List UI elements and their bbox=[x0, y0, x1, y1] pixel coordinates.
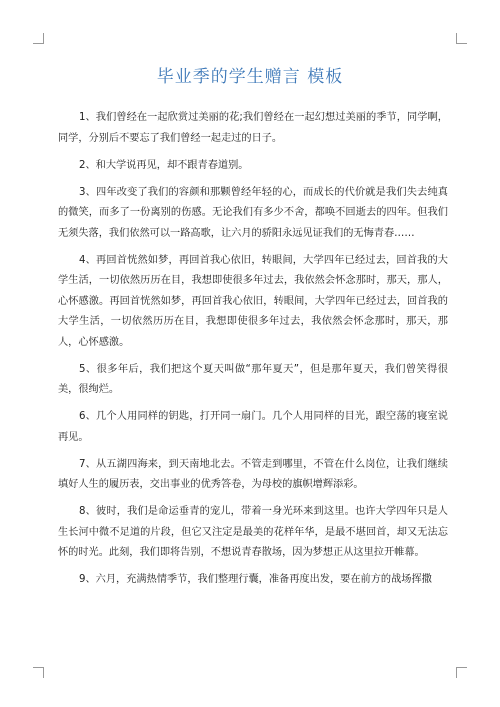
paragraph: 7、从五湖四海来，到天南地北去。不管走到哪里，不管在什么岗位，让我们继续填好人生的履历表，交出事业的优秀答卷，为母校的旗帜增辉添彩。 bbox=[58, 458, 448, 490]
paragraph: 9、六月，充满热情季节，我们整理行囊，准备再度出发，要在前方的战场挥撒 bbox=[79, 574, 432, 585]
paragraph: 6、几个人用同样的钥匙，打开同一扇门。几个人用同样的目光，跟空荡的寝室说再见。 bbox=[58, 411, 448, 443]
paragraph: 1、我们曾经在一起欣赏过美丽的花;我们曾经在一起幻想过美丽的季节，同学啊，同学，分别后不要忘了我们曾经一起走过的日子。 bbox=[58, 112, 448, 144]
crop-mark-top-left bbox=[33, 33, 44, 44]
paragraph: 5、很多年后，我们把这个夏天叫做“那年夏天”，但是那年夏天，我们曾笑得很美，很绚烂。 bbox=[58, 363, 448, 395]
document-body bbox=[58, 108, 448, 597]
crop-mark-top-right bbox=[456, 33, 467, 44]
paragraph: 8、彼时，我们是命运垂青的宠儿，带着一身光环来到这里。也许大学四年只是人生长河中微不足道的片段，但它又注定是最美的花样年华，是最不堪回首，却又无法忘怀的时光。此刻，我们即将告别，不想说青春散场，因为梦想正从这里拉开帷幕。 bbox=[58, 506, 448, 558]
document-title: 毕业季的学生赠言 模板 bbox=[156, 67, 344, 87]
paragraph: 4、再回首恍然如梦，再回首我心依旧，转眼间，大学四年已经过去，回首我的大学生活，一切依然历历在目，我想即使很多年过去，我依然会怀念那时，那天，那人，心怀感激。再回首恍然如梦，再回首我心依旧，转眼间，大学四年已经过去，回首我的大学生活，一切依然历历在目，我想即使很多年过去，我依然会怀念那时，那天，那人，心怀感激。 bbox=[58, 254, 448, 348]
crop-mark-bottom-right bbox=[456, 667, 467, 678]
paragraph: 3、四年改变了我们的容颜和那颗曾经年轻的心，而成长的代价就是我们失去纯真的微笑，而多了一份离别的伤感。无论我们有多少不舍，都唤不回逝去的四年。但我们无须失落，我们依然可以一路高歌，让六月的骄阳永远见证我们的无悔青春…… bbox=[58, 186, 448, 239]
paragraph: 2、和大学说再见，却不跟青春道别。 bbox=[79, 159, 249, 171]
crop-mark-bottom-left bbox=[33, 667, 44, 678]
